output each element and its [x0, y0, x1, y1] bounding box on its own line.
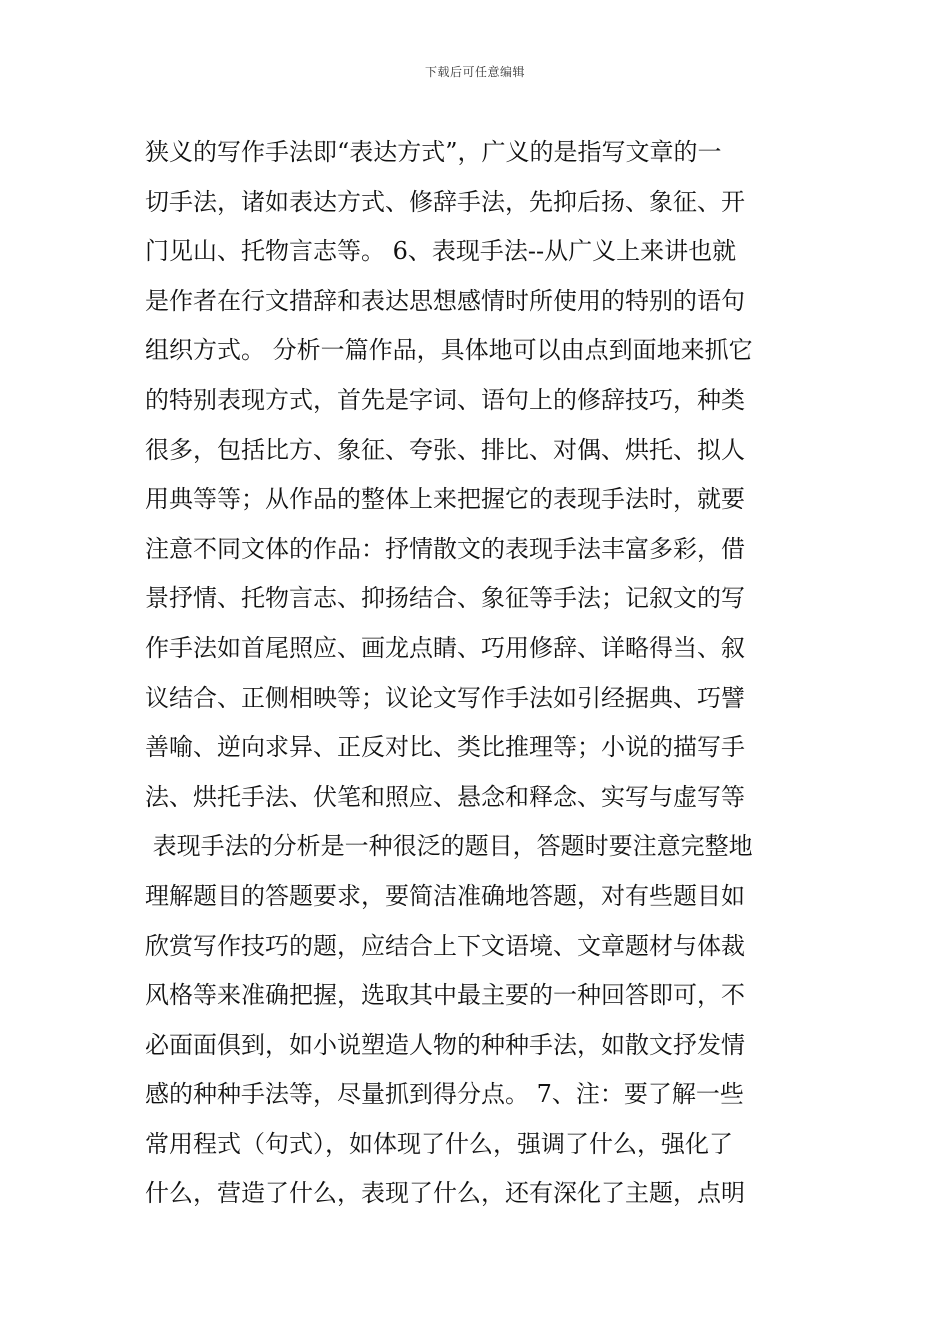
- text-line: 法、烘托手法、伏笔和照应、悬念和释念、实写与虚写等: [145, 782, 745, 811]
- text-line: 作手法如首尾照应、画龙点睛、巧用修辞、详略得当、叙: [145, 633, 745, 662]
- text-line: 切手法，诸如表达方式、修辞手法，先抑后扬、象征、开: [145, 187, 745, 216]
- text-line: 理解题目的答题要求，要简洁准确地答题，对有些题目如: [145, 881, 745, 910]
- text-line: 议结合、正侧相映等；议论文写作手法如引经据典、巧譬: [145, 683, 745, 712]
- text-line: 的特别表现方式，首先是字词、语句上的修辞技巧，种类: [145, 385, 745, 414]
- text-line: 常用程式（句式），如体现了什么，强调了什么，强化了: [145, 1129, 733, 1158]
- text-line: 善喻、逆向求异、正反对比、类比推理等；小说的描写手: [145, 733, 745, 762]
- page-header: 下载后可任意编辑: [424, 65, 525, 79]
- text-line: 欣赏写作技巧的题，应结合上下文语境、文章题材与体裁: [145, 931, 745, 960]
- document-body: [145, 128, 815, 1219]
- text-line: 门见山、托物言志等。 6、表现手法--从广义上来讲也就: [145, 237, 737, 266]
- text-line: 很多，包括比方、象征、夸张、排比、对偶、烘托、拟人: [145, 435, 745, 464]
- text-line: 是作者在行文措辞和表达思想感情时所使用的特别的语句: [145, 286, 745, 315]
- text-line: 风格等来准确把握，选取其中最主要的一种回答即可，不: [145, 981, 745, 1010]
- text-line: 狭义的写作手法即“表达方式”，广义的是指写文章的一: [145, 138, 722, 166]
- text-line: 组织方式。 分析一篇作品，具体地可以由点到面地来抓它: [145, 336, 753, 365]
- text-line: 感的种种手法等，尽量抓到得分点。 7、注：要了解一些: [145, 1080, 744, 1109]
- text-line: 景抒情、托物言志、抑扬结合、象征等手法；记叙文的写: [145, 584, 745, 613]
- text-line: 用典等等；从作品的整体上来把握它的表现手法时，就要: [145, 485, 745, 514]
- text-line: 什么，营造了什么，表现了什么，还有深化了主题，点明: [145, 1179, 745, 1208]
- text-line: 表现手法的分析是一种很泛的题目，答题时要注意完整地: [145, 832, 753, 861]
- text-line: 必面面俱到，如小说塑造人物的种种手法，如散文抒发情: [145, 1030, 745, 1059]
- text-line: 注意不同文体的作品：抒情散文的表现手法丰富多彩，借: [145, 534, 745, 563]
